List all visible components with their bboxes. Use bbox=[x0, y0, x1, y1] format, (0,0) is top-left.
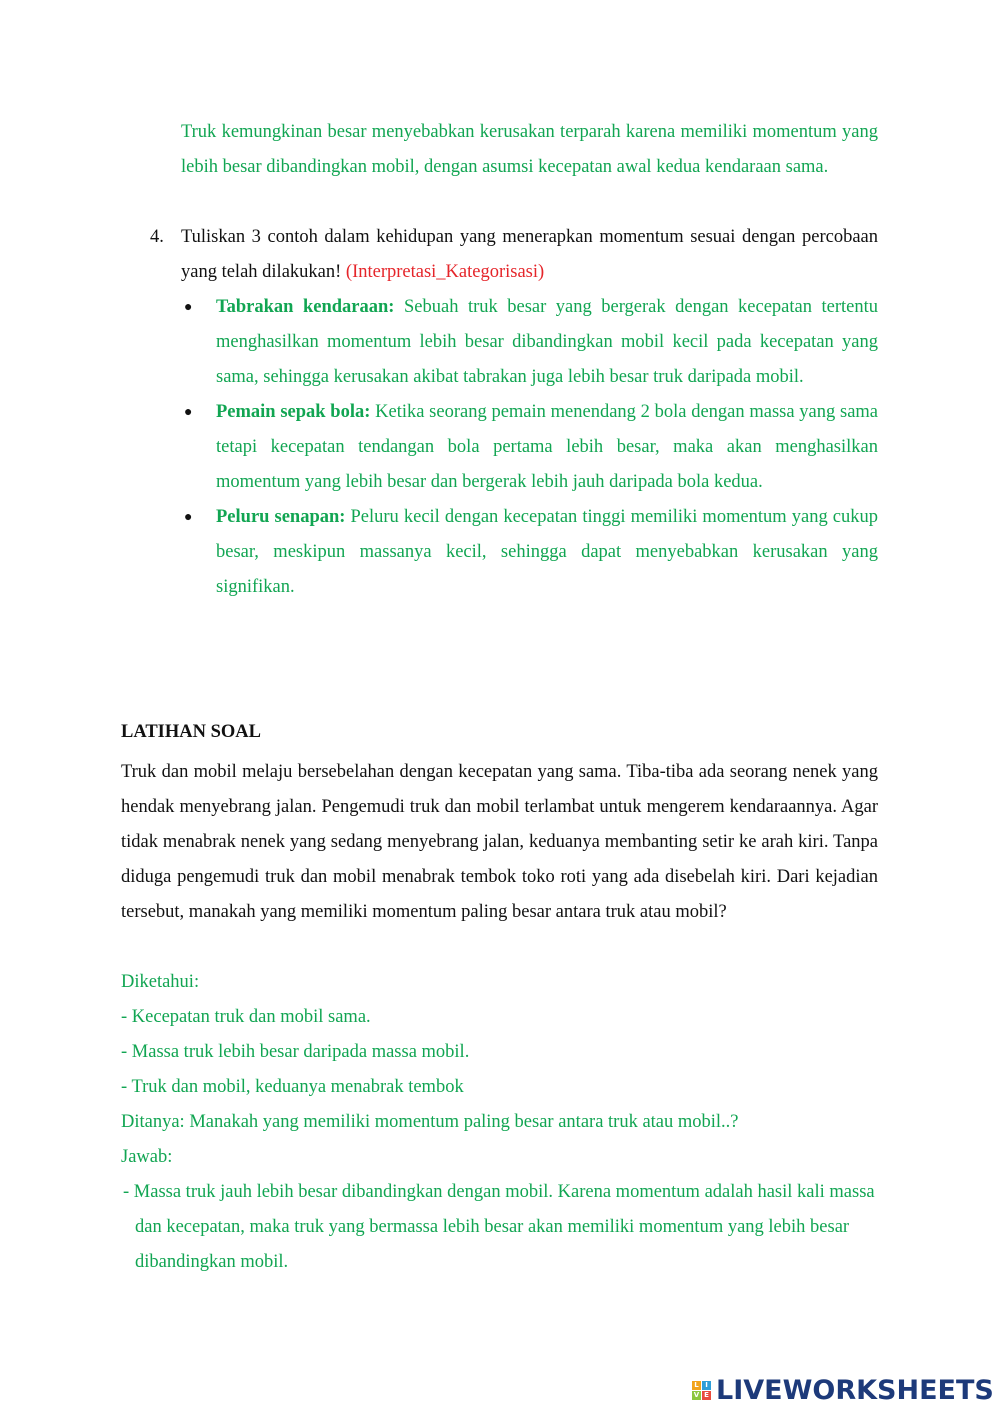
logo-mark-icon bbox=[692, 1381, 711, 1400]
example-text: Sebuah truk besar yang bergerak dengan kecepatan tertentu menghasilkan momentum lebih besar dibandingkan mobil kecil pada kecepatan yang sama, sehingga kerusakan akibat tabrakan juga lebih besar truk daripada mobil. bbox=[216, 297, 879, 387]
example-item bbox=[181, 395, 878, 500]
question-number: 4. bbox=[150, 227, 164, 247]
question-4 bbox=[150, 220, 878, 290]
logo-tile: E bbox=[702, 1391, 711, 1400]
example-text: Ketika seorang pemain menendang 2 bola dengan massa yang sama tetapi kecepatan tendangan bola pertama lebih besar, maka akan menghasilkan momentum yang lebih besar dan bergerak lebih jauh daripada bola kedua. bbox=[216, 402, 879, 492]
diketahui-item: - Massa truk lebih besar daripada massa mobil. bbox=[121, 1042, 470, 1062]
solution bbox=[121, 965, 878, 1280]
jawab-label: Jawab: bbox=[121, 1147, 173, 1167]
question-text: Tuliskan 3 contoh dalam kehidupan yang menerapkan momentum sesuai dengan percobaan yang telah dilakukan! bbox=[181, 227, 878, 282]
previous-answer: Truk kemungkinan besar menyebabkan kerusakan terparah karena memiliki momentum yang lebih besar dibandingkan mobil, dengan asumsi kecepatan awal kedua kendaraan sama. bbox=[181, 122, 878, 177]
logo-tile: I bbox=[702, 1381, 711, 1390]
example-title: Peluru senapan: bbox=[216, 507, 346, 527]
question-text-wrapper bbox=[181, 220, 878, 290]
diketahui-item: - Kecepatan truk dan mobil sama. bbox=[121, 1007, 371, 1027]
example-title: Tabrakan kendaraan: bbox=[216, 297, 395, 317]
diketahui-label: Diketahui: bbox=[121, 972, 200, 992]
liveworksheets-logo bbox=[692, 1372, 994, 1408]
examples-list bbox=[181, 290, 878, 605]
example-text: Peluru kecil dengan kecepatan tinggi memiliki momentum yang cukup besar, meskipun massanya kecil, sehingga dapat menyebabkan kerusakan yang signifikan. bbox=[216, 507, 878, 597]
section-heading: LATIHAN SOAL bbox=[121, 722, 261, 742]
logo-wordmark: LIVEWORKSHEETS bbox=[716, 1374, 994, 1406]
example-item bbox=[181, 290, 878, 395]
exercise-question: Truk dan mobil melaju bersebelahan dengan kecepatan yang sama. Tiba-tiba ada seorang nenek yang hendak menyebrang jalan. Pengemudi truk dan mobil terlambat untuk mengerem kendaraannya. Agar tidak menabrak nenek yang sedang menyebrang jalan, keduanya membanting setir ke arah kiri. Tanpa diduga pengemudi truk dan mobil menabrak tembok toko roti yang ada disebelah kiri. Dari kejadian tersebut, manakah yang memiliki momentum paling besar antara truk atau mobil? bbox=[121, 762, 878, 922]
example-title: Pemain sepak bola: bbox=[216, 402, 371, 422]
question-tag: (Interpretasi_Kategorisasi) bbox=[345, 262, 545, 282]
ditanya-line: Ditanya: Manakah yang memiliki momentum paling besar antara truk atau mobil..? bbox=[121, 1112, 739, 1132]
example-item bbox=[181, 500, 878, 605]
jawab-answer: - Massa truk jauh lebih besar dibandingkan dengan mobil. Karena momentum adalah hasil kali massa dan kecepatan, maka truk yang bermassa lebih besar akan memiliki momentum yang lebih besar dibandingkan mobil. bbox=[123, 1182, 875, 1272]
diketahui-item: - Truk dan mobil, keduanya menabrak tembok bbox=[121, 1077, 464, 1097]
bullet-icon: ● bbox=[184, 510, 193, 525]
logo-tile: V bbox=[693, 1390, 700, 1399]
logo-tile: L bbox=[692, 1381, 701, 1390]
bullet-icon: ● bbox=[184, 300, 193, 315]
bullet-icon: ● bbox=[184, 405, 193, 420]
